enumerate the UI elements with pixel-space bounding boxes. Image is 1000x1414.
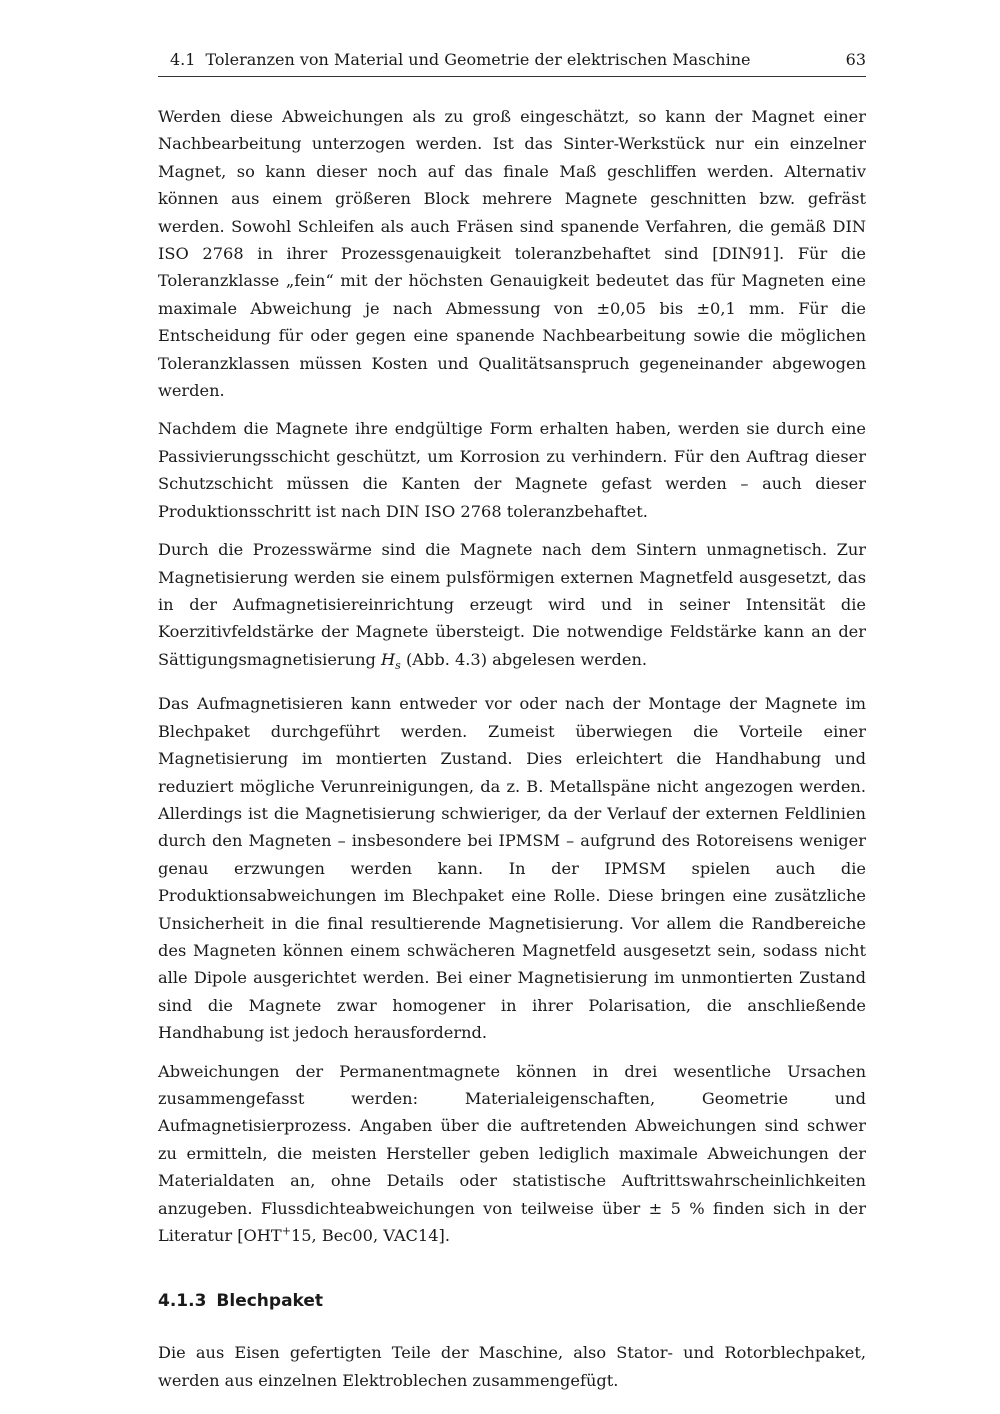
paragraph-deviations <box>158 1058 866 1250</box>
paragraph-passivation: Nachdem die Magnete ihre endgültige Form erhalten haben, werden sie durch eine Passivierungsschicht geschützt, um Korrosion zu verhindern. Für den Auftrag dieser Schutzschicht müssen die Kanten der Magnete gefast werden – auch dieser Produktionsschritt ist nach DIN ISO 2768 toleranzbehaftet. <box>158 419 866 521</box>
page-number: 63 <box>845 50 866 69</box>
paragraph-magnetization <box>158 536 866 679</box>
paragraph-postprocessing: Werden diese Abweichungen als zu groß eingeschätzt, so kann der Magnet einer Nachbearbeitung unterzogen werden. Ist das Sinter-Werkstück nur ein einzelner Magnet, so kann dieser noch auf das finale Maß geschliffen werden. Alternativ können aus einem größeren Block mehrere Magnete geschnitten bzw. gefräst werden. Sowohl Schleifen als auch Fräsen sind spanende Verfahren, die gemäß DIN ISO 2768 in ihrer Prozessgenauigkeit toleranzbehaftet sind [DIN91]. Für die Toleranzklasse „fein“ mit der höchsten Genauigkeit bedeutet das für Magneten eine maximale Abweichung je nach Abmessung von ±0,05 bis ±0,1 mm. Für die Entscheidung für oder gegen eine spanende Nachbearbeitung sowie die möglichen Toleranzklassen müssen Kosten und Qualitätsanspruch gegeneinander abgewogen werden. <box>158 107 866 401</box>
citation-superscript: + <box>281 1224 291 1238</box>
paragraph-deviations-text-end: 15, Bec00, VAC14]. <box>290 1226 450 1246</box>
header-section-title: Toleranzen von Material und Geometrie der elektrischen Maschine <box>205 50 751 69</box>
paragraph-laminations: Die aus Eisen gefertigten Teile der Maschine, also Stator- und Rotorblechpaket, werden aus einzelnen Elektroblechen zusammengefügt. <box>158 1343 866 1390</box>
subsection-title: Blechpaket <box>216 1291 324 1312</box>
subsection-heading <box>158 1289 866 1313</box>
paragraph-magnetization-text: Durch die Prozesswärme sind die Magnete nach dem Sintern unmagnetisch. Zur Magnetisierung werden sie einem pulsförmigen externen Magnetfeld ausgesetzt, das in der Aufmagnetisiereinrichtung erzeugt wird und in seiner Intensität die Koerzitivfeldstärke der Magnete übersteigt. Die notwendige Feldstärke kann an der Sättigungsmagnetisierung <box>158 540 866 669</box>
page-body <box>158 103 866 1405</box>
paragraph-mounting: Das Aufmagnetisieren kann entweder vor oder nach der Montage der Magnete im Blechpaket durchgeführt werden. Zumeist überwiegen die Vorteile einer Magnetisierung im montierten Zustand. Dies erleichtert die Handhabung und reduziert mögliche Verunreinigungen, da z. B. Metallspäne nicht angezogen werden. Allerdings ist die Magnetisierung schwieriger, da der Verlauf der externen Feldlinien durch den Magneten – insbesondere bei IPMSM – aufgrund des Rotoreisens weniger genau erzwungen werden kann. In der IPMSM spielen auch die Produktionsabweichungen im Blechpaket eine Rolle. Diese bringen eine zusätzliche Unsicherheit in die final resultierende Magnetisierung. Vor allem die Randbereiche des Magneten können einem schwächeren Magnetfeld ausgesetzt sein, sodass nicht alle Dipole ausgerichtet werden. Bei einer Magnetisierung im unmontierten Zustand sind die Magnete zwar homogener in ihrer Polarisation, die anschließende Handhabung ist jedoch herausfordernd. <box>158 694 866 1043</box>
subsection-number: 4.1.3 <box>158 1291 207 1312</box>
saturation-symbol: $H_s$ <box>381 649 401 672</box>
running-header <box>158 50 866 77</box>
paragraph-deviations-text: Abweichungen der Permanentmagnete können in drei wesentliche Ursachen zusammengefasst werden: Materialeigenschaften, Geometrie und Aufmagnetisierprozess. Angaben über die auftretenden Abweichungen sind schwer zu ermitteln, die meisten Hersteller geben lediglich maximale Abweichungen der Materialdaten an, ohne Details oder statistische Auftrittswahrscheinlichkeiten anzugeben. Flussdichteabweichungen von teilweise über ± 5 % finden sich in der Literatur [OHT <box>158 1061 866 1246</box>
running-header-title <box>158 50 751 69</box>
header-section-number: 4.1 <box>170 50 196 69</box>
paragraph-magnetization-text-end: (Abb. 4.3) abgelesen werden. <box>400 649 648 669</box>
